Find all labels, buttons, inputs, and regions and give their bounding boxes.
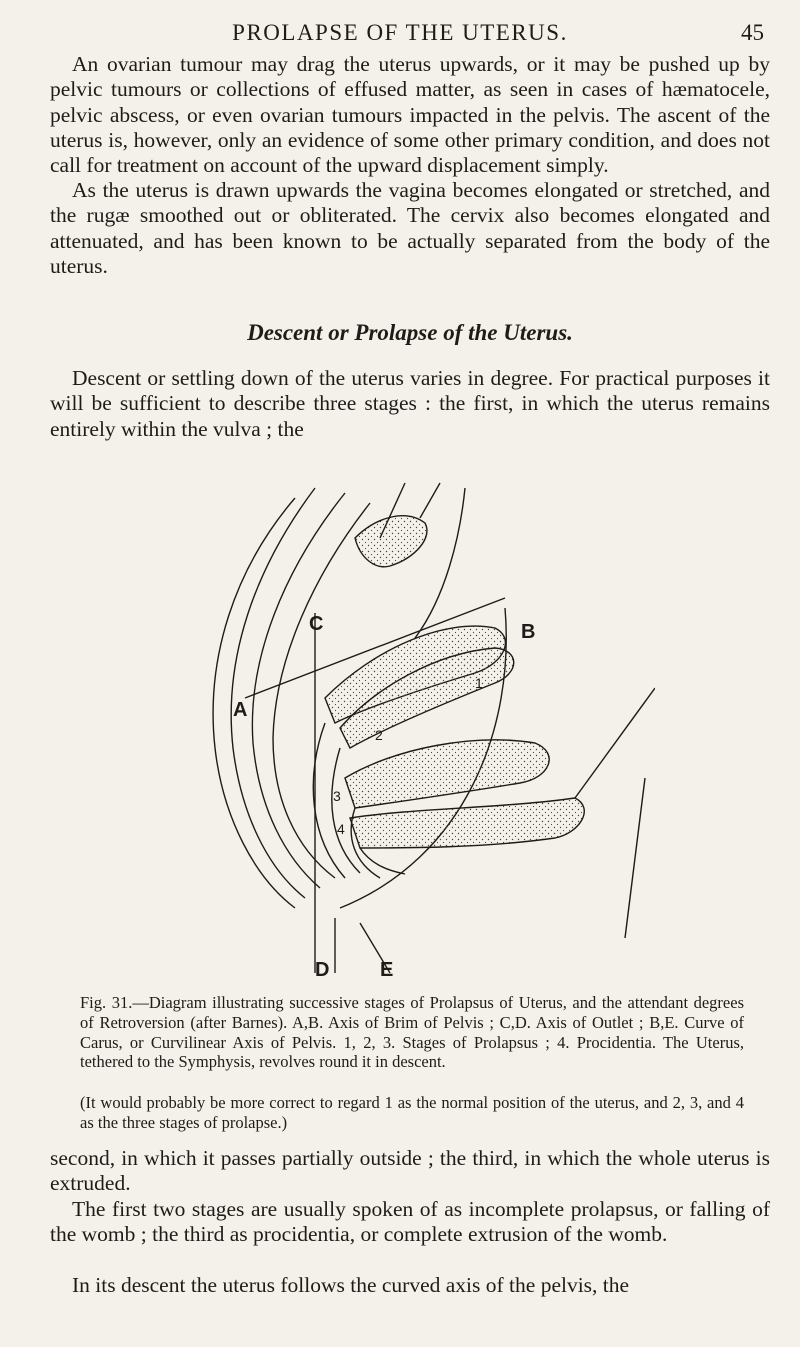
- axis-line-right-2: [625, 778, 645, 938]
- paragraph-second-stage: second, in which it passes partially outside ; the third, in which the whole uterus is extruded.: [50, 1146, 770, 1196]
- uterus-stage-4: [350, 798, 584, 848]
- label-E: E: [380, 959, 394, 981]
- axis-line-right: [575, 688, 655, 798]
- section-heading: Descent or Prolapse of the Uterus.: [247, 320, 573, 345]
- vagina-line-4: [360, 848, 405, 874]
- label-stage-4: 4: [337, 821, 345, 837]
- label-A: A: [233, 699, 248, 721]
- prolapse-diagram-svg: [175, 478, 655, 983]
- label-stage-1: 1: [475, 675, 483, 691]
- symphysis-top-line-2: [420, 483, 440, 518]
- figure-caption-note: (It would probably be more correct to regard 1 as the normal position of the uterus, and 2, 3, and 4 as the three stages of prolapse.): [80, 1093, 744, 1132]
- symphysis-side-line: [415, 488, 465, 638]
- paragraph-curved-axis: In its descent the uterus follows the curved axis of the pelvis, the: [72, 1273, 630, 1297]
- label-C: C: [309, 613, 324, 635]
- pelvic-wall-curve-1: [213, 498, 295, 908]
- figure-caption: Fig. 31.—Diagram illustrating successive stages of Prolapsus of Uterus, and the attendant degrees of Retroversion (after Barnes). A,B. Axis of Brim of Pelvis ; C,D. Axis of Outlet ; B,E. Curve of Carus, or Curvilinear Axis of Pelvis. 1, 2, 3. Stages of Prolapsus ; 4. Procidentia. The Uterus, tethered to the Symphysis, revolves round it in descent.: [80, 993, 744, 1072]
- vagina-line-2: [332, 748, 360, 873]
- uterus-stage-3: [345, 740, 549, 808]
- pelvic-wall-curve-2: [231, 488, 315, 898]
- page-number: 45: [741, 20, 764, 45]
- label-B: B: [521, 621, 536, 643]
- label-stage-2: 2: [375, 727, 383, 743]
- paragraph-incomplete-prolapsus: The first two stages are usually spoken of as incomplete prolapsus, or falling of the womb ; the third as procidentia, or complete extrusion of the womb.: [50, 1197, 770, 1247]
- symphysis-outline: [355, 516, 427, 567]
- prolapse-diagram: [175, 478, 655, 983]
- running-head: PROLAPSE OF THE UTERUS.: [232, 20, 568, 45]
- paragraph-descent-degrees: Descent or settling down of the uterus varies in degree. For practical purposes it will be sufficient to describe three stages : the first, in which the uterus remains entirely within the vulva ; the: [50, 366, 770, 441]
- paragraph-ovarian-tumour: An ovarian tumour may drag the uterus upwards, or it may be pushed up by pelvic tumours or collections of effused matter, as seen in cases of hæmatocele, pelvic abscess, or even ovarian tumours impacted in the pelvis. The ascent of the uterus is, however, only an evidence of some other primary condition, and does not call for treatment on account of the upward displacement simply.: [50, 52, 770, 178]
- label-stage-3: 3: [333, 788, 341, 804]
- paragraph-vagina-elongated: As the uterus is drawn upwards the vagina becomes elongated or stretched, and the rugæ smoothed out or obliterated. The cervix also becomes elongated and attenuated, and has been known to be actually separated from the body of the uterus.: [50, 178, 770, 278]
- label-D: D: [315, 959, 330, 981]
- page-header: [36, 16, 764, 50]
